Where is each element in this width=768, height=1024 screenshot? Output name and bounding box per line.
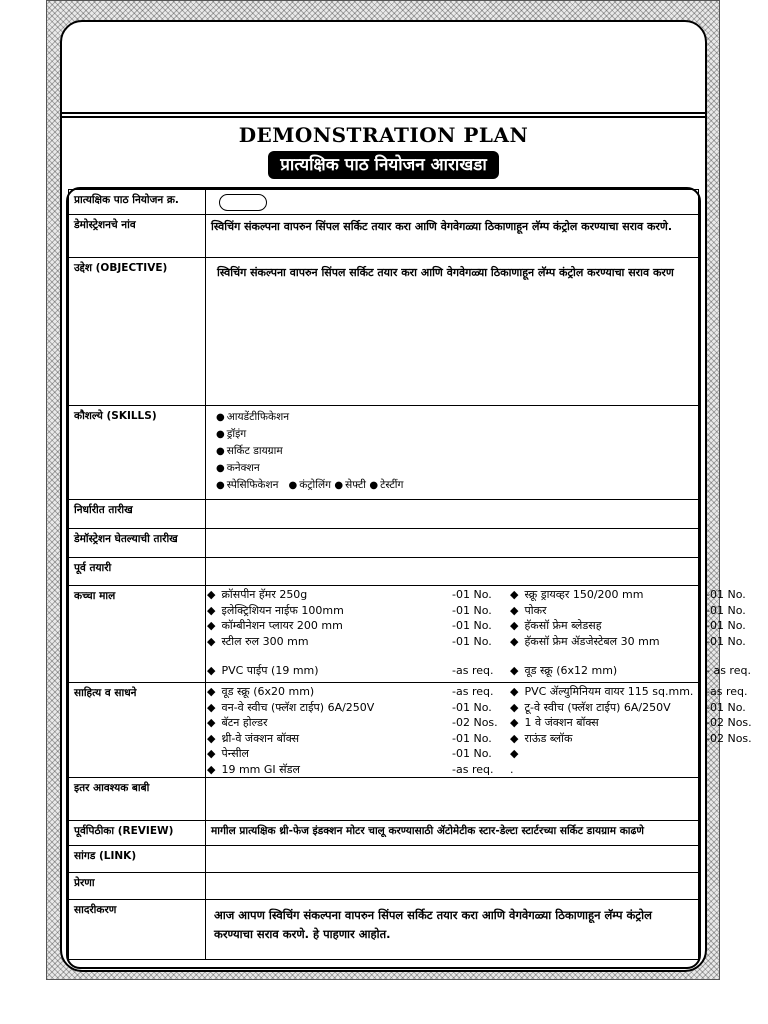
tool-item-empty: ◆ [510, 747, 519, 760]
material-item: ◆ कॉम्बीनेशन प्लायर 200 mm [207, 619, 343, 632]
scheduled-date-value[interactable] [206, 500, 699, 529]
stray-dot: . [510, 762, 514, 776]
tools-list: ◆ वूड स्क्रू (6x20 mm) -as req. ◆ PVC ॲल्युमिनियम वायर 115 sq.mm. -as req. ◆ वन-वे स्वीच (फ्लॅश टाईप) 6A/250V -01 No. ◆ टू-वे स्वीच (फ्लॅश टाईप) 6A/250V -01 No. ◆ बॅटन होल्डर -02 Nos. ◆ 1 वे जंक्शन बॉक्स -02 Nos. ◆ थ्री-वे जंक्शन बॉक्स -01 No. ◆ राऊंड ब्लॉक -02 Nos. ◆ पेन्सील -01 No. ◆ ◆ 19 mm GI सॅडल -as req. . [207, 685, 752, 776]
objective-label: उद्देश (OBJECTIVE) [74, 262, 168, 274]
plan-no-field[interactable] [219, 194, 267, 211]
row-motivation [69, 873, 699, 900]
tool-item: ◆ टू-वे स्वीच (फ्लॅश टाईप) 6A/250V [510, 700, 671, 714]
raw-material-label: कच्चा माल [74, 590, 116, 602]
title-block [62, 123, 705, 179]
row-link [69, 846, 699, 873]
document-subtitle: प्रात्यक्षिक पाठ नियोजन आराखडा [268, 151, 499, 179]
tool-item: ◆ राऊंड ब्लॉक [510, 731, 573, 745]
row-demo-date [69, 529, 699, 558]
skill-item-row: ● स्पेसिफिकेशन ● कंट्रोलिंग ● सेफ्टी ● टेस्टींग [216, 479, 404, 491]
skill-item: ● ड्रॉइंग [216, 428, 247, 440]
row-presentation [69, 900, 699, 960]
row-raw-material [69, 586, 699, 683]
link-value[interactable] [206, 846, 699, 873]
tool-item: ◆ PVC ॲल्युमिनियम वायर 115 sq.mm. [510, 685, 694, 698]
other-label: इतर आवश्यक बाबी [74, 782, 150, 794]
skill-item: ● आयडेंटीफिकेशन [216, 411, 290, 423]
scheduled-date-label: निर्धारीत तारीख [74, 504, 133, 516]
material-item: ◆ स्क्रू ड्रायव्हर 150/200 mm [510, 588, 644, 601]
demo-date-value[interactable] [206, 529, 699, 558]
material-item: ◆ इलेक्ट्रिशियन नाईफ 100mm [207, 603, 344, 617]
tool-item: ◆ पेन्सील [207, 747, 250, 760]
row-objective [69, 258, 699, 406]
row-scheduled-date [69, 500, 699, 529]
review-label: पूर्वपिठीका (REVIEW) [74, 825, 174, 837]
material-item: ◆ हॅकसॉ फ्रेम ब्लेडसह [510, 619, 602, 632]
header-divider-top [62, 112, 705, 114]
row-skills [69, 406, 699, 500]
material-item: ◆ क्रॉसपीन हॅमर 250g [207, 588, 308, 601]
skills-list [216, 409, 693, 494]
material-item: ◆ हॅकसॉ फ्रेम ॲडजेस्टेबल 30 mm [510, 634, 660, 648]
presentation-label: सादरीकरण [74, 904, 117, 916]
skill-item: ● कनेक्शन [216, 462, 260, 474]
motivation-value[interactable] [206, 873, 699, 900]
row-demo-name [69, 215, 699, 258]
skills-label: कौशल्ये (SKILLS) [74, 410, 157, 422]
row-other [69, 778, 699, 821]
demo-name-label: डेमोस्ट्रेशनचे नांव [74, 219, 136, 231]
other-value[interactable] [206, 778, 699, 821]
header-divider-bottom [62, 116, 705, 118]
tool-item: ◆ वूड स्क्रू (6x20 mm) [207, 685, 315, 698]
demo-name-value: स्विचिंग संकल्पना वापरुन सिंपल सर्किट तयार करा आणि वेगवेगळ्या ठिकाणाहून लॅम्प कंट्रोल करण्याचा सराव करणे. [211, 220, 673, 233]
material-item: ◆ PVC पाईप (19 mm) [207, 664, 319, 677]
demo-date-label: डेमॉस्ट्रेशन घेतल्याची तारीख [74, 533, 178, 545]
motivation-label: प्रेरणा [74, 877, 95, 889]
skill-item: ● सर्किट डायग्राम [216, 445, 283, 457]
tool-item: ◆ 19 mm GI सॅडल [207, 762, 300, 776]
tools-label: साहित्य व साधने [74, 687, 137, 699]
tool-item: ◆ थ्री-वे जंक्शन बॉक्स [207, 731, 300, 745]
link-label: सांगड (LINK) [74, 850, 137, 862]
row-review [69, 821, 699, 846]
tool-item: ◆ 1 वे जंक्शन बॉक्स [510, 716, 599, 729]
preparation-value[interactable] [206, 558, 699, 586]
material-item: ◆ वूड स्क्रू (6x12 mm) [510, 664, 618, 677]
row-preparation [69, 558, 699, 586]
review-value: मागील प्रात्यक्षिक थ्री-फेज इंडक्शन मोटर चालू करण्यासाठी ॲटोमेटीक स्टार-डेल्टा स्टार्टरच्या सर्किट डायग्राम काढणे [211, 825, 644, 837]
row-plan-no [69, 190, 699, 215]
material-item: ◆ पोकर [510, 603, 547, 617]
document-title: DEMONSTRATION PLAN [238, 123, 529, 147]
objective-value: स्विचिंग संकल्पना वापरुन सिंपल सर्किट तयार करा आणि वेगवेगळ्या ठिकाणाहून लॅम्प कंट्रोल करण्याचा सराव करण [217, 266, 674, 279]
tool-item: ◆ वन-वे स्वीच (फ्लॅश टाईप) 6A/250V [207, 700, 375, 714]
row-tools [69, 683, 699, 778]
plan-table [66, 187, 752, 969]
plan-no-label: प्रात्यक्षिक पाठ नियोजन क्र. [74, 194, 179, 206]
material-item: ◆ स्टील रुल 300 mm [207, 634, 309, 648]
tool-item: ◆ बॅटन होल्डर [207, 716, 268, 729]
presentation-value: आज आपण स्विचिंग संकल्पना वापरुन सिंपल सर्किट तयार करा आणि वेगवेगळ्या ठिकाणाहून लॅम्प कंट्रोल करण्याचा सराव करणे. हे पाहणार आहोत. [214, 908, 652, 941]
preparation-label: पूर्व तयारी [74, 562, 112, 574]
raw-material-list: ◆ क्रॉसपीन हॅमर 250g -01 No. ◆ स्क्रू ड्रायव्हर 150/200 mm -01 No. ◆ इलेक्ट्रिशियन नाईफ 100mm -01 No. ◆ पोकर -01 No. ◆ कॉम्बीनेशन प्लायर 200 mm -01 No. ◆ हॅकसॉ फ्रेम ब्लेडसह -01 No. ◆ स्टील रुल 300 mm -01 No. ◆ हॅकसॉ फ्रेम ॲडजेस्टेबल 30 mm -01 No. ◆ PVC पाईप (19 mm) -as req. ◆ वूड स्क्रू (6x12 mm) - as req. [207, 588, 751, 677]
document-card [60, 20, 752, 972]
